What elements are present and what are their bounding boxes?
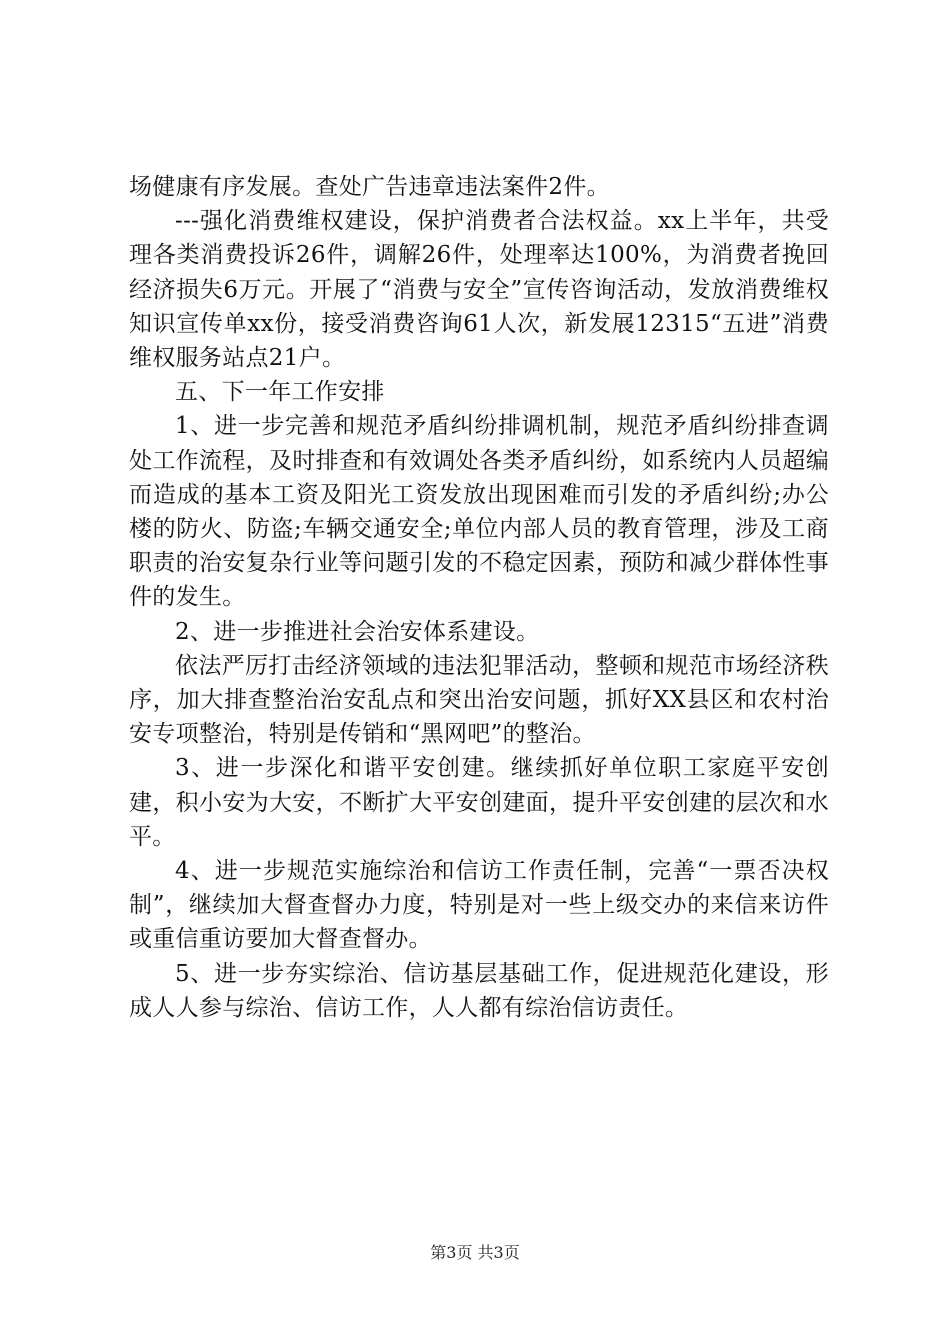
paragraph-item-2-detail: 依法严厉打击经济领域的违法犯罪活动，整顿和规范市场经济秩序，加大排查整治治安乱点和突出治安问题，抓好XX县区和农村治安专项整治，特别是传销和“黑网吧”的整治。 xyxy=(129,652,829,748)
paragraph-2: ---强化消费维权建设，保护消费者合法权益。xx上半年，共受理各类消费投诉26件，调解26件，处理率达100%，为消费者挽回经济损失6万元。开展了“消费与安全”宣传咨询活动，发放消费维权知识宣传单xx份，接受消费咨询61人次，新发展12315“五进”消费维权服务站点21户。 xyxy=(129,208,829,372)
paragraph-1: 场健康有序发展。查处广告违章违法案件2件。 xyxy=(129,174,610,200)
document-body xyxy=(129,170,829,1025)
paragraph-item-4: 4、进一步规范实施综治和信访工作责任制，完善“一票否决权制”，继续加大督查督办力度，特别是对一些上级交办的来信来访件或重信重访要加大督查督办。 xyxy=(129,858,829,953)
section-heading: 五、下一年工作安排 xyxy=(175,379,385,406)
paragraph-item-1: 1、进一步完善和规范矛盾纠纷排调机制，规范矛盾纠纷排查调处工作流程，及时排查和有效调处各类矛盾纠纷，如系统内人员超编而造成的基本工资及阳光工资发放出现困难而引发的矛盾纠纷;办公楼的防火、防盗;车辆交通安全;单位内部人员的教育管理，涉及工商职责的治安复杂行业等问题引发的不稳定因素，预防和减少群体性事件的发生。 xyxy=(129,413,829,611)
paragraph-item-5: 5、进一步夯实综治、信访基层基础工作，促进规范化建设，形成人人参与综治、信访工作，人人都有综治信访责任。 xyxy=(129,960,829,1021)
page-number-footer: 第3页 共3页 xyxy=(430,1243,520,1262)
paragraph-item-2: 2、进一步推进社会治安体系建设。 xyxy=(175,618,540,645)
paragraph-item-3: 3、进一步深化和谐平安创建。继续抓好单位职工家庭平安创建，积小安为大安，不断扩大平安创建面，提升平安创建的层次和水平。 xyxy=(129,755,829,850)
